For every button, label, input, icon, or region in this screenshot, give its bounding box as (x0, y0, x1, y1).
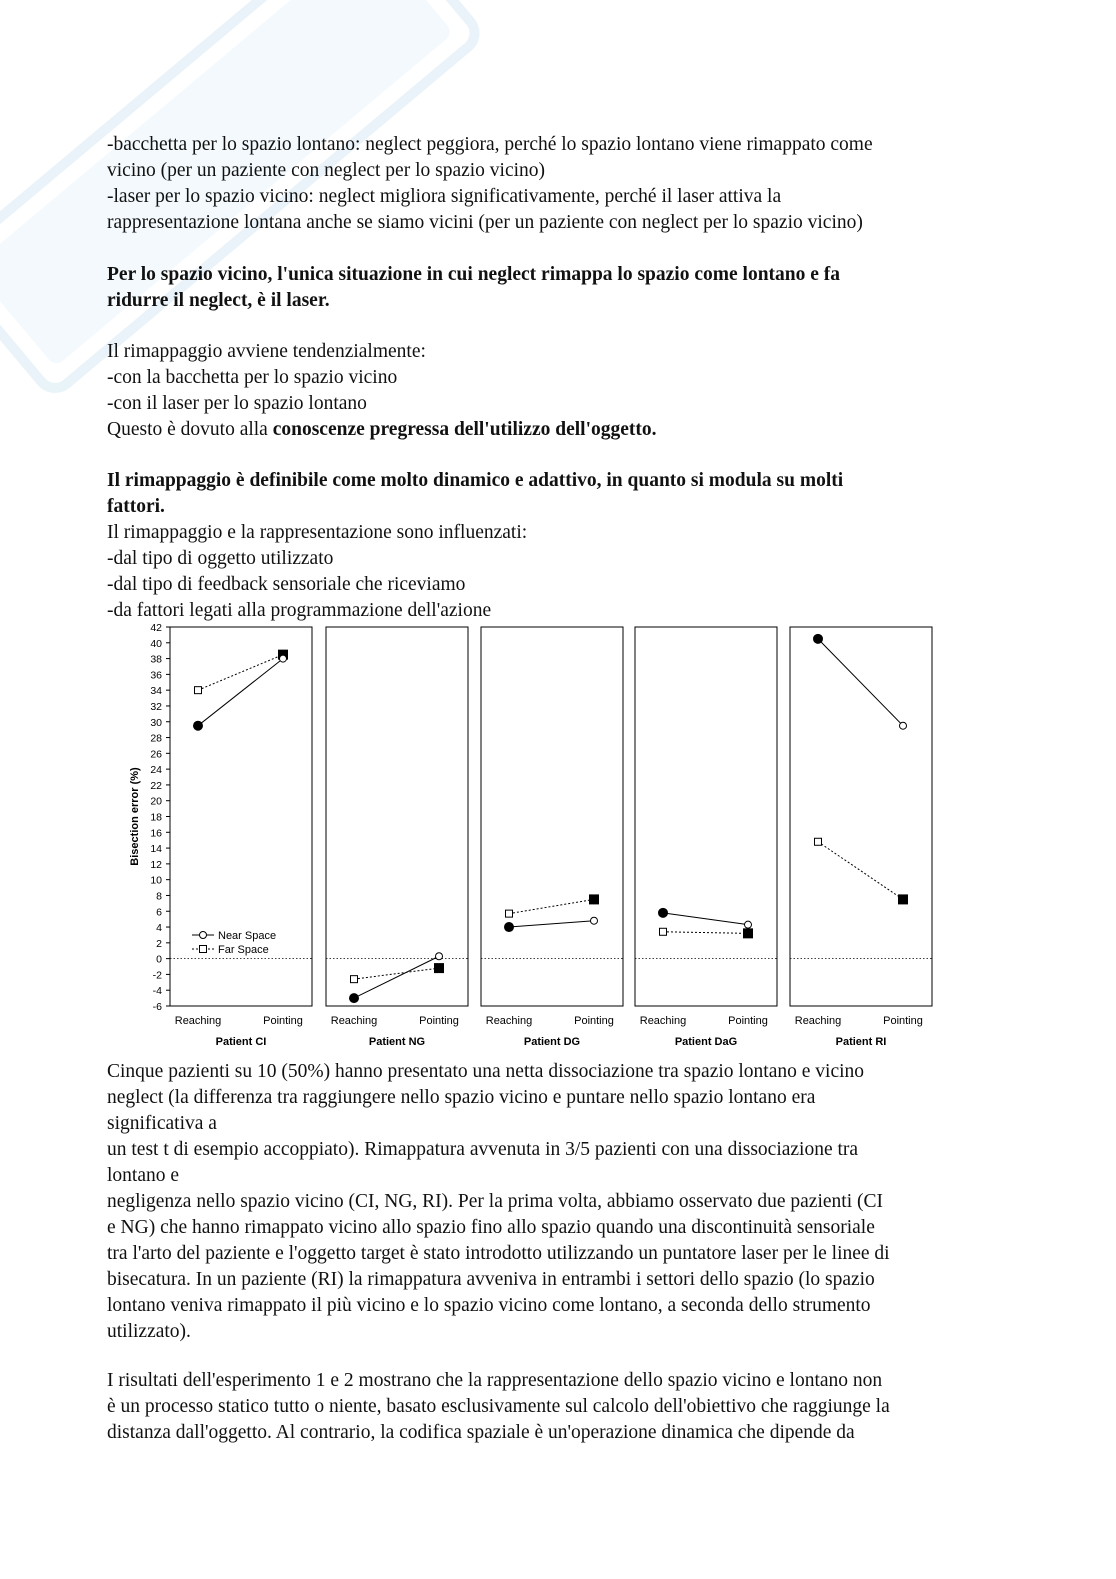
text-line: lontano veniva rimappato il più vicino e lo spazio vicino come lontano, a seconda dello strumento (107, 1295, 871, 1316)
paragraph-remapping-tendency (107, 339, 1027, 443)
text-line: lontano e (107, 1165, 180, 1186)
text-line-prefix: Questo è dovuto alla (107, 419, 273, 440)
y-tick-label: 18 (150, 811, 162, 824)
text-line: Per lo spazio vicino, l'unica situazione in cui neglect rimappa lo spazio come lontano e fa (107, 264, 841, 285)
y-tick-label: 10 (150, 874, 162, 887)
paragraph-conclusions (107, 1368, 1027, 1446)
far-point (351, 976, 358, 983)
near-point (280, 655, 287, 662)
y-tick-label: 28 (150, 732, 162, 745)
text-line: rappresentazione lontana anche se siamo vicini (per un paziente con neglect per lo spazio vicino) (107, 212, 863, 233)
text-line: utilizzato). (107, 1321, 191, 1342)
text-line: -con la bacchetta per lo spazio vicino (107, 367, 398, 388)
text-line: è un processo statico tutto o niente, basato esclusivamente sul calcolo dell'obiettivo che raggiunge la (107, 1396, 890, 1417)
text-line: -dal tipo di feedback sensoriale che riceviamo (107, 574, 466, 595)
panel-frame (790, 627, 932, 1006)
far-point (506, 910, 513, 917)
near-point (814, 634, 823, 643)
near-series-line (663, 913, 748, 925)
text-line: Il rimappaggio e la rappresentazione sono influenzati: (107, 522, 528, 543)
paragraph-dynamic-remapping (107, 468, 1027, 624)
text-line: -da fattori legati alla programmazione dell'azione (107, 600, 492, 621)
y-tick-label: 14 (150, 843, 162, 856)
text-line: tra l'arto del paziente e l'oggetto target è stato introdotto utilizzando un puntatore laser per le linee di (107, 1243, 890, 1264)
x-tick-label: Reaching (174, 1015, 222, 1027)
panel-frame (326, 627, 468, 1006)
x-tick-label: Reaching (794, 1015, 842, 1027)
legend-far-marker (200, 946, 207, 953)
text-line: I risultati dell'esperimento 1 e 2 mostrano che la rappresentazione dello spazio vicino e lontano non (107, 1370, 883, 1391)
panel-title: Patient RI (835, 1036, 887, 1048)
far-point (660, 928, 667, 935)
far-point (195, 687, 202, 694)
text-line: -con il laser per lo spazio lontano (107, 393, 367, 414)
y-tick-label: 4 (156, 922, 162, 935)
panel-title: Patient DaG (674, 1036, 738, 1048)
x-tick-label: Pointing (728, 1015, 768, 1027)
x-tick-label: Pointing (883, 1015, 923, 1027)
y-tick-label: -4 (152, 985, 162, 998)
y-tick-label: -6 (152, 1001, 162, 1013)
text-line: Il rimappaggio è definibile come molto dinamico e adattivo, in quanto si modula su molti (107, 470, 844, 491)
text-line: significativa a (107, 1113, 217, 1134)
text-line: ridurre il neglect, è il laser. (107, 290, 330, 311)
text-line: Cinque pazienti su 10 (50%) hanno presentato una netta dissociazione tra spazio lontano e vicino (107, 1061, 865, 1082)
y-tick-label: 24 (150, 764, 162, 777)
near-series-line (818, 639, 903, 726)
text-line: -bacchetta per lo spazio lontano: neglect peggiora, perché lo spazio lontano viene rimappato come (107, 134, 873, 155)
bisection-error-chart (100, 620, 950, 1060)
legend-near-marker (200, 932, 207, 939)
panel-frame (635, 627, 777, 1006)
far-series-line (198, 655, 283, 691)
chart-svg (100, 620, 950, 1060)
y-tick-label: -2 (152, 969, 162, 982)
far-series-line (818, 842, 903, 900)
far-series-line (509, 899, 594, 913)
near-point (900, 722, 907, 729)
y-tick-label: 20 (150, 795, 162, 808)
text-line-emphasis: conoscenze pregressa dell'utilizzo dell'oggetto. (272, 419, 657, 440)
far-series-line (663, 932, 748, 934)
legend-near-label: Near Space (218, 930, 277, 942)
paragraph-near-space-laser (107, 262, 1027, 314)
panel-title: Patient CI (215, 1036, 267, 1048)
text-line: un test t di esempio accoppiato). Rimappatura avvenuta in 3/5 pazienti con una dissociazione tra (107, 1139, 859, 1160)
y-tick-label: 16 (150, 827, 162, 840)
y-tick-label: 38 (150, 653, 162, 666)
near-point (659, 908, 668, 917)
far-point (590, 895, 599, 904)
near-point (194, 721, 203, 730)
near-point (350, 994, 359, 1003)
text-line: Il rimappaggio avviene tendenzialmente: (107, 341, 426, 362)
text-line: fattori. (107, 496, 165, 517)
x-tick-label: Reaching (485, 1015, 533, 1027)
near-point (436, 953, 443, 960)
panel-title: Patient DG (523, 1036, 581, 1048)
text-line: -laser per lo spazio vicino: neglect migliora significativamente, perché il laser attiva la (107, 186, 782, 207)
near-series-line (198, 659, 283, 726)
text-line: distanza dall'oggetto. Al contrario, la codifica spaziale è un'operazione dinamica che dipende da (107, 1422, 855, 1443)
paragraph-tools-effects (107, 132, 1027, 236)
x-tick-label: Pointing (419, 1015, 459, 1027)
y-tick-label: 8 (156, 890, 162, 903)
near-point (591, 917, 598, 924)
text-line: -dal tipo di oggetto utilizzato (107, 548, 334, 569)
y-tick-label: 0 (156, 953, 162, 966)
y-tick-label: 36 (150, 669, 162, 682)
y-axis-label: Bisection error (%) (129, 767, 141, 866)
text-line: negligenza nello spazio vicino (CI, NG, RI). Per la prima volta, abbiamo osservato due pazienti (CI (107, 1191, 883, 1212)
y-tick-label: 6 (156, 906, 162, 919)
paragraph-results (107, 1059, 1027, 1345)
legend-far-label: Far Space (218, 944, 269, 956)
near-point (505, 923, 514, 932)
text-line (107, 417, 1027, 443)
y-tick-label: 12 (150, 858, 162, 871)
far-point (815, 838, 822, 845)
x-tick-label: Reaching (330, 1015, 378, 1027)
text-line: vicino (per un paziente con neglect per lo spazio vicino) (107, 160, 546, 181)
text-line: bisecatura. In un paziente (RI) la rimappatura avveniva in entrambi i settori dello spazio (lo spazio (107, 1269, 875, 1290)
y-tick-label: 22 (150, 779, 162, 792)
panel-frame (481, 627, 623, 1006)
y-tick-label: 40 (150, 637, 162, 650)
y-tick-label: 30 (150, 716, 162, 729)
text-line: neglect (la differenza tra raggiungere nello spazio vicino e puntare nello spazio lontano era (107, 1087, 816, 1108)
y-tick-label: 34 (150, 685, 162, 698)
x-tick-label: Pointing (574, 1015, 614, 1027)
far-point (435, 964, 444, 973)
x-tick-label: Reaching (639, 1015, 687, 1027)
far-point (744, 929, 753, 938)
near-point (745, 921, 752, 928)
y-tick-label: 26 (150, 748, 162, 761)
y-tick-label: 42 (150, 622, 162, 634)
far-point (899, 895, 908, 904)
x-tick-label: Pointing (263, 1015, 303, 1027)
y-tick-label: 2 (156, 937, 162, 950)
near-series-line (509, 921, 594, 927)
text-line: e NG) che hanno rimappato vicino allo spazio fino allo spazio quando una discontinuità sensoriale (107, 1217, 875, 1238)
y-tick-label: 32 (150, 700, 162, 713)
panel-title: Patient NG (368, 1036, 426, 1048)
